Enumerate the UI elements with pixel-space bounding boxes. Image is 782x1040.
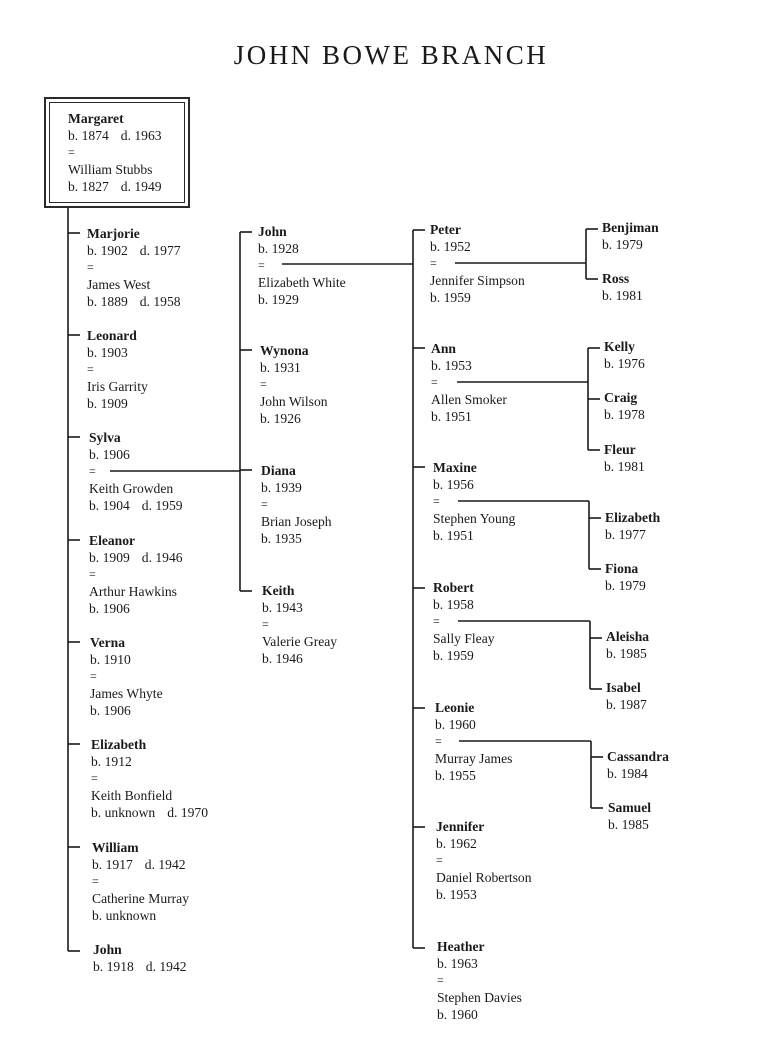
person-name: Margaret	[68, 111, 124, 126]
birth-year: b. 1946	[262, 651, 303, 666]
spouse-dates	[433, 527, 515, 544]
birth-year: b. 1906	[90, 703, 131, 718]
page-title: JOHN BOWE BRANCH	[233, 40, 549, 70]
spouse-name: Iris Garrity	[87, 379, 148, 394]
person-entry	[608, 799, 651, 833]
birth-year: b. 1953	[431, 358, 472, 373]
person-dates	[606, 645, 649, 662]
birth-year: b. 1918	[93, 959, 134, 974]
birth-year: b. 1935	[261, 531, 302, 546]
spouse-name: Sally Fleay	[433, 631, 495, 646]
person-dates	[92, 856, 189, 873]
birth-year: b. 1963	[437, 956, 478, 971]
person-entry	[87, 327, 148, 412]
person-name: Kelly	[604, 339, 635, 354]
person-name: Cassandra	[607, 749, 669, 764]
birth-year: b. 1952	[430, 239, 471, 254]
person-entry	[261, 462, 332, 547]
birth-year: b. 1987	[606, 697, 647, 712]
person-name: Fiona	[605, 561, 639, 576]
person-dates	[430, 238, 525, 255]
spouse-dates	[87, 395, 148, 412]
person-name: Verna	[90, 635, 125, 650]
marriage-symbol: =	[430, 256, 437, 270]
person-dates	[606, 696, 647, 713]
spouse-name: Elizabeth White	[258, 275, 346, 290]
spouse-name: James Whyte	[90, 686, 163, 701]
marriage-symbol: =	[260, 377, 267, 391]
marriage-symbol: =	[262, 617, 269, 631]
birth-year: b. 1909	[89, 550, 130, 565]
person-name: Leonard	[87, 328, 137, 343]
person-dates	[90, 651, 163, 668]
birth-year: b. 1909	[87, 396, 128, 411]
person-entry	[262, 582, 337, 667]
birth-year: b. 1902	[87, 243, 128, 258]
birth-year: b. 1959	[430, 290, 471, 305]
person-entry	[606, 679, 647, 713]
spouse-name: Brian Joseph	[261, 514, 332, 529]
person-name: John	[93, 942, 122, 957]
person-entry	[89, 532, 183, 617]
person-name: John	[258, 224, 287, 239]
person-name: Eleanor	[89, 533, 136, 548]
person-dates	[89, 549, 183, 566]
birth-year: b. 1959	[433, 648, 474, 663]
birth-year: b. 1978	[604, 407, 645, 422]
spouse-dates	[68, 178, 162, 195]
birth-year: b. 1958	[433, 597, 474, 612]
person-dates	[436, 835, 532, 852]
person-name: Maxine	[433, 460, 477, 475]
death-year: d. 1959	[141, 498, 183, 513]
death-year: d. 1958	[139, 294, 181, 309]
birth-year: b. 1912	[91, 754, 132, 769]
person-name: Sylva	[89, 430, 121, 445]
death-year: d. 1963	[120, 128, 162, 143]
marriage-symbol: =	[437, 973, 444, 987]
person-dates	[262, 599, 337, 616]
person-entry	[605, 509, 660, 543]
person-entry	[93, 941, 187, 975]
spouse-dates	[435, 767, 512, 784]
birth-year: b. 1985	[608, 817, 649, 832]
birth-year: b. 1960	[437, 1007, 478, 1022]
birth-year: b. 1943	[262, 600, 303, 615]
birth-year: b. 1939	[261, 480, 302, 495]
person-entry	[605, 560, 646, 594]
person-entry	[602, 270, 643, 304]
spouse-name: Keith Bonfield	[91, 788, 173, 803]
marriage-symbol: =	[68, 145, 75, 159]
birth-year: b. 1979	[605, 578, 646, 593]
birth-year: b. 1984	[607, 766, 648, 781]
spouse-dates	[89, 497, 183, 514]
marriage-symbol: =	[436, 853, 443, 867]
birth-year: b. 1906	[89, 601, 130, 616]
birth-year: b. 1981	[604, 459, 645, 474]
death-year: d. 1942	[145, 959, 187, 974]
person-name: Marjorie	[87, 226, 140, 241]
birth-year: b. unknown	[92, 908, 157, 923]
birth-year: b. unknown	[91, 805, 156, 820]
person-entry	[92, 839, 189, 924]
marriage-symbol: =	[258, 258, 265, 272]
spouse-dates	[261, 530, 332, 547]
person-entry	[91, 736, 208, 821]
person-entry	[606, 628, 649, 662]
spouse-name: William Stubbs	[68, 162, 153, 177]
root-person	[68, 110, 162, 195]
birth-year: b. 1985	[606, 646, 647, 661]
spouse-name: Daniel Robertson	[436, 870, 532, 885]
person-name: Fleur	[604, 442, 636, 457]
spouse-dates	[258, 291, 346, 308]
marriage-symbol: =	[433, 614, 440, 628]
birth-year: b. 1951	[431, 409, 472, 424]
spouse-name: Keith Growden	[89, 481, 174, 496]
spouse-name: John Wilson	[260, 394, 328, 409]
person-name: William	[92, 840, 139, 855]
birth-year: b. 1906	[89, 447, 130, 462]
birth-year: b. 1981	[602, 288, 643, 303]
person-entry	[89, 429, 183, 514]
marriage-symbol: =	[431, 375, 438, 389]
person-entry	[604, 389, 645, 423]
birth-year: b. 1931	[260, 360, 301, 375]
person-name: Craig	[604, 390, 638, 405]
birth-year: b. 1955	[435, 768, 476, 783]
person-entry	[602, 219, 659, 253]
birth-year: b. 1956	[433, 477, 474, 492]
person-dates	[602, 236, 659, 253]
spouse-name: Stephen Davies	[437, 990, 522, 1005]
death-year: d. 1946	[141, 550, 183, 565]
birth-year: b. 1953	[436, 887, 477, 902]
spouse-dates	[430, 289, 525, 306]
person-dates	[433, 476, 515, 493]
spouse-dates	[90, 702, 163, 719]
spouse-dates	[262, 650, 337, 667]
marriage-symbol: =	[90, 669, 97, 683]
spouse-dates	[87, 293, 181, 310]
person-dates	[258, 240, 346, 257]
birth-year: b. 1960	[435, 717, 476, 732]
person-name: Diana	[261, 463, 296, 478]
person-name: Wynona	[260, 343, 309, 358]
death-year: d. 1942	[144, 857, 186, 872]
birth-year: b. 1976	[604, 356, 645, 371]
spouse-dates	[260, 410, 328, 427]
birth-year: b. 1874	[68, 128, 109, 143]
marriage-symbol: =	[433, 494, 440, 508]
person-dates	[437, 955, 522, 972]
spouse-dates	[437, 1006, 522, 1023]
spouse-dates	[433, 647, 495, 664]
spouse-dates	[431, 408, 507, 425]
death-year: d. 1977	[139, 243, 181, 258]
person-dates	[91, 753, 208, 770]
birth-year: b. 1979	[602, 237, 643, 252]
death-year: d. 1970	[167, 805, 208, 820]
person-dates	[604, 406, 645, 423]
person-name: Keith	[262, 583, 295, 598]
marriage-symbol: =	[87, 260, 94, 274]
person-name: Ann	[431, 341, 456, 356]
person-name: Peter	[430, 222, 461, 237]
person-dates	[261, 479, 332, 496]
death-year: d. 1949	[120, 179, 162, 194]
person-dates	[604, 458, 645, 475]
person-dates	[435, 716, 512, 733]
spouse-name: Murray James	[435, 751, 513, 766]
birth-year: b. 1917	[92, 857, 133, 872]
person-entry	[87, 225, 181, 310]
birth-year: b. 1903	[87, 345, 128, 360]
spouse-dates	[89, 600, 183, 617]
person-dates	[608, 816, 651, 833]
person-entry	[258, 223, 346, 308]
person-name: Aleisha	[606, 629, 650, 644]
marriage-symbol: =	[92, 874, 99, 888]
marriage-symbol: =	[87, 362, 94, 376]
spouse-name: Catherine Murray	[92, 891, 190, 906]
birth-year: b. 1904	[89, 498, 130, 513]
person-name: Isabel	[606, 680, 641, 695]
spouse-dates	[92, 907, 189, 924]
birth-year: b. 1977	[605, 527, 646, 542]
person-entry	[260, 342, 328, 427]
birth-year: b. 1910	[90, 652, 131, 667]
birth-year: b. 1951	[433, 528, 474, 543]
spouse-dates	[91, 804, 208, 821]
person-entry	[433, 459, 515, 544]
person-entry	[90, 634, 163, 719]
spouse-name: Arthur Hawkins	[89, 584, 177, 599]
person-dates	[433, 596, 495, 613]
person-entry	[436, 818, 532, 903]
marriage-symbol: =	[89, 464, 96, 478]
person-entry	[437, 938, 522, 1023]
spouse-name: Stephen Young	[433, 511, 516, 526]
person-dates	[605, 526, 660, 543]
person-entry	[430, 221, 525, 306]
person-dates	[605, 577, 646, 594]
person-dates	[87, 344, 148, 361]
person-name: Samuel	[608, 800, 652, 815]
birth-year: b. 1827	[68, 179, 109, 194]
person-dates	[431, 357, 507, 374]
person-name: Leonie	[435, 700, 475, 715]
spouse-name: James West	[87, 277, 151, 292]
person-name: Elizabeth	[91, 737, 147, 752]
person-entry	[604, 441, 645, 475]
person-dates	[89, 446, 183, 463]
person-name: Ross	[602, 271, 630, 286]
person-dates	[260, 359, 328, 376]
birth-year: b. 1962	[436, 836, 477, 851]
birth-year: b. 1889	[87, 294, 128, 309]
person-name: Jennifer	[436, 819, 485, 834]
spouse-name: Valerie Greay	[262, 634, 338, 649]
spouse-dates	[436, 886, 532, 903]
person-name: Elizabeth	[605, 510, 661, 525]
person-dates	[68, 127, 162, 144]
person-name: Robert	[433, 580, 474, 595]
person-entry	[435, 699, 512, 784]
person-dates	[604, 355, 645, 372]
spouse-name: Jennifer Simpson	[430, 273, 525, 288]
person-dates	[602, 287, 643, 304]
person-entry	[607, 748, 669, 782]
spouse-name: Allen Smoker	[431, 392, 507, 407]
birth-year: b. 1929	[258, 292, 299, 307]
person-name: Heather	[437, 939, 485, 954]
person-entry	[433, 579, 495, 664]
marriage-symbol: =	[435, 734, 442, 748]
person-dates	[607, 765, 669, 782]
person-entry	[604, 338, 645, 372]
person-dates	[93, 958, 187, 975]
person-dates	[87, 242, 181, 259]
marriage-symbol: =	[91, 771, 98, 785]
birth-year: b. 1926	[260, 411, 301, 426]
person-entry	[431, 340, 507, 425]
marriage-symbol: =	[261, 497, 268, 511]
marriage-symbol: =	[89, 567, 96, 581]
birth-year: b. 1928	[258, 241, 299, 256]
person-name: Benjiman	[602, 220, 659, 235]
